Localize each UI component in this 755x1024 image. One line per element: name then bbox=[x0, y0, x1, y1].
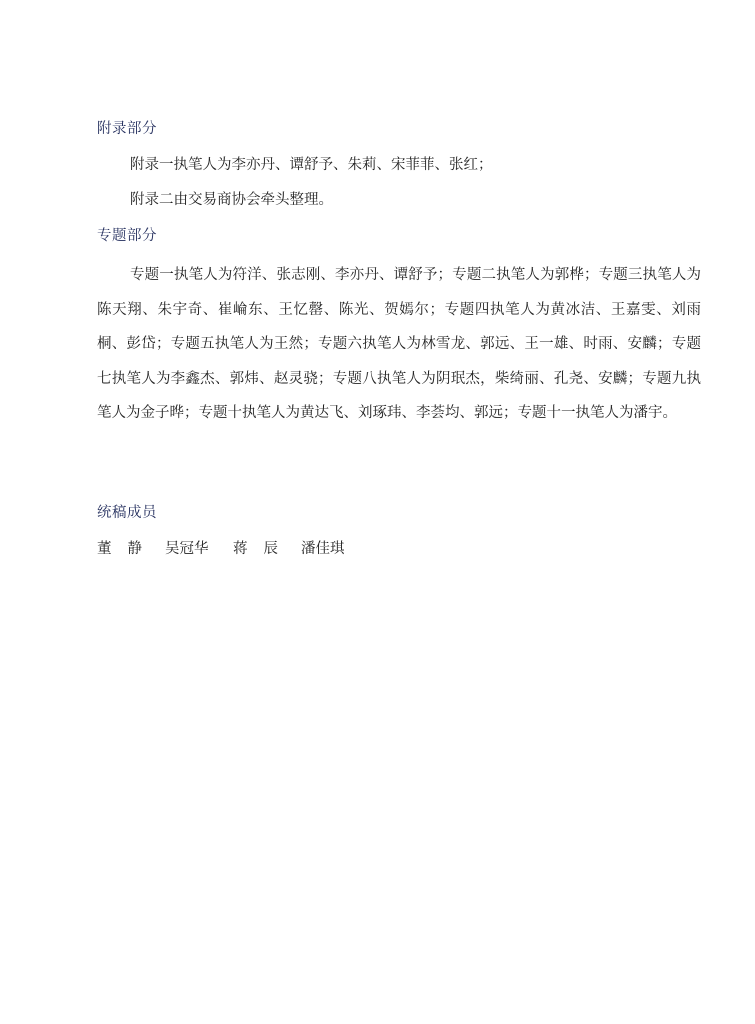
editor-member: 吴冠华 bbox=[165, 541, 209, 557]
appendix-heading: 附录部分 bbox=[97, 121, 157, 137]
editor-member: 蒋辰 bbox=[233, 541, 294, 557]
editor-member: 董静 bbox=[97, 541, 158, 557]
appendix-line-1: 附录一执笔人为李亦丹、谭舒予、朱莉、宋菲菲、张红； bbox=[130, 157, 493, 173]
appendix-line-2: 附录二由交易商协会牵头整理。 bbox=[130, 192, 333, 208]
editors-member-list bbox=[97, 537, 361, 558]
topics-paragraph: 专题一执笔人为符洋、张志刚、李亦丹、谭舒予；专题二执笔人为郭桦；专题三执笔人为陈天翔、朱宇奇、崔崘东、王忆罄、陈光、贺嫣尔；专题四执笔人为黄冰洁、王嘉雯、刘雨桐、彭岱；专题五执笔人为王然；专题六执笔人为林雪龙、郭远、王一雄、时雨、安麟；专题七执笔人为李鑫杰、郭炜、赵灵骁；专题八执笔人为阴珉杰，柴绮丽、孔尧、安麟；专题九执笔人为金子晔；专题十执笔人为黄达飞、刘琢玮、李荟均、郭远；专题十一执笔人为潘宇。 bbox=[97, 267, 701, 421]
editors-heading: 统稿成员 bbox=[97, 505, 157, 521]
editor-member: 潘佳琪 bbox=[301, 541, 345, 557]
topics-heading: 专题部分 bbox=[97, 228, 157, 244]
